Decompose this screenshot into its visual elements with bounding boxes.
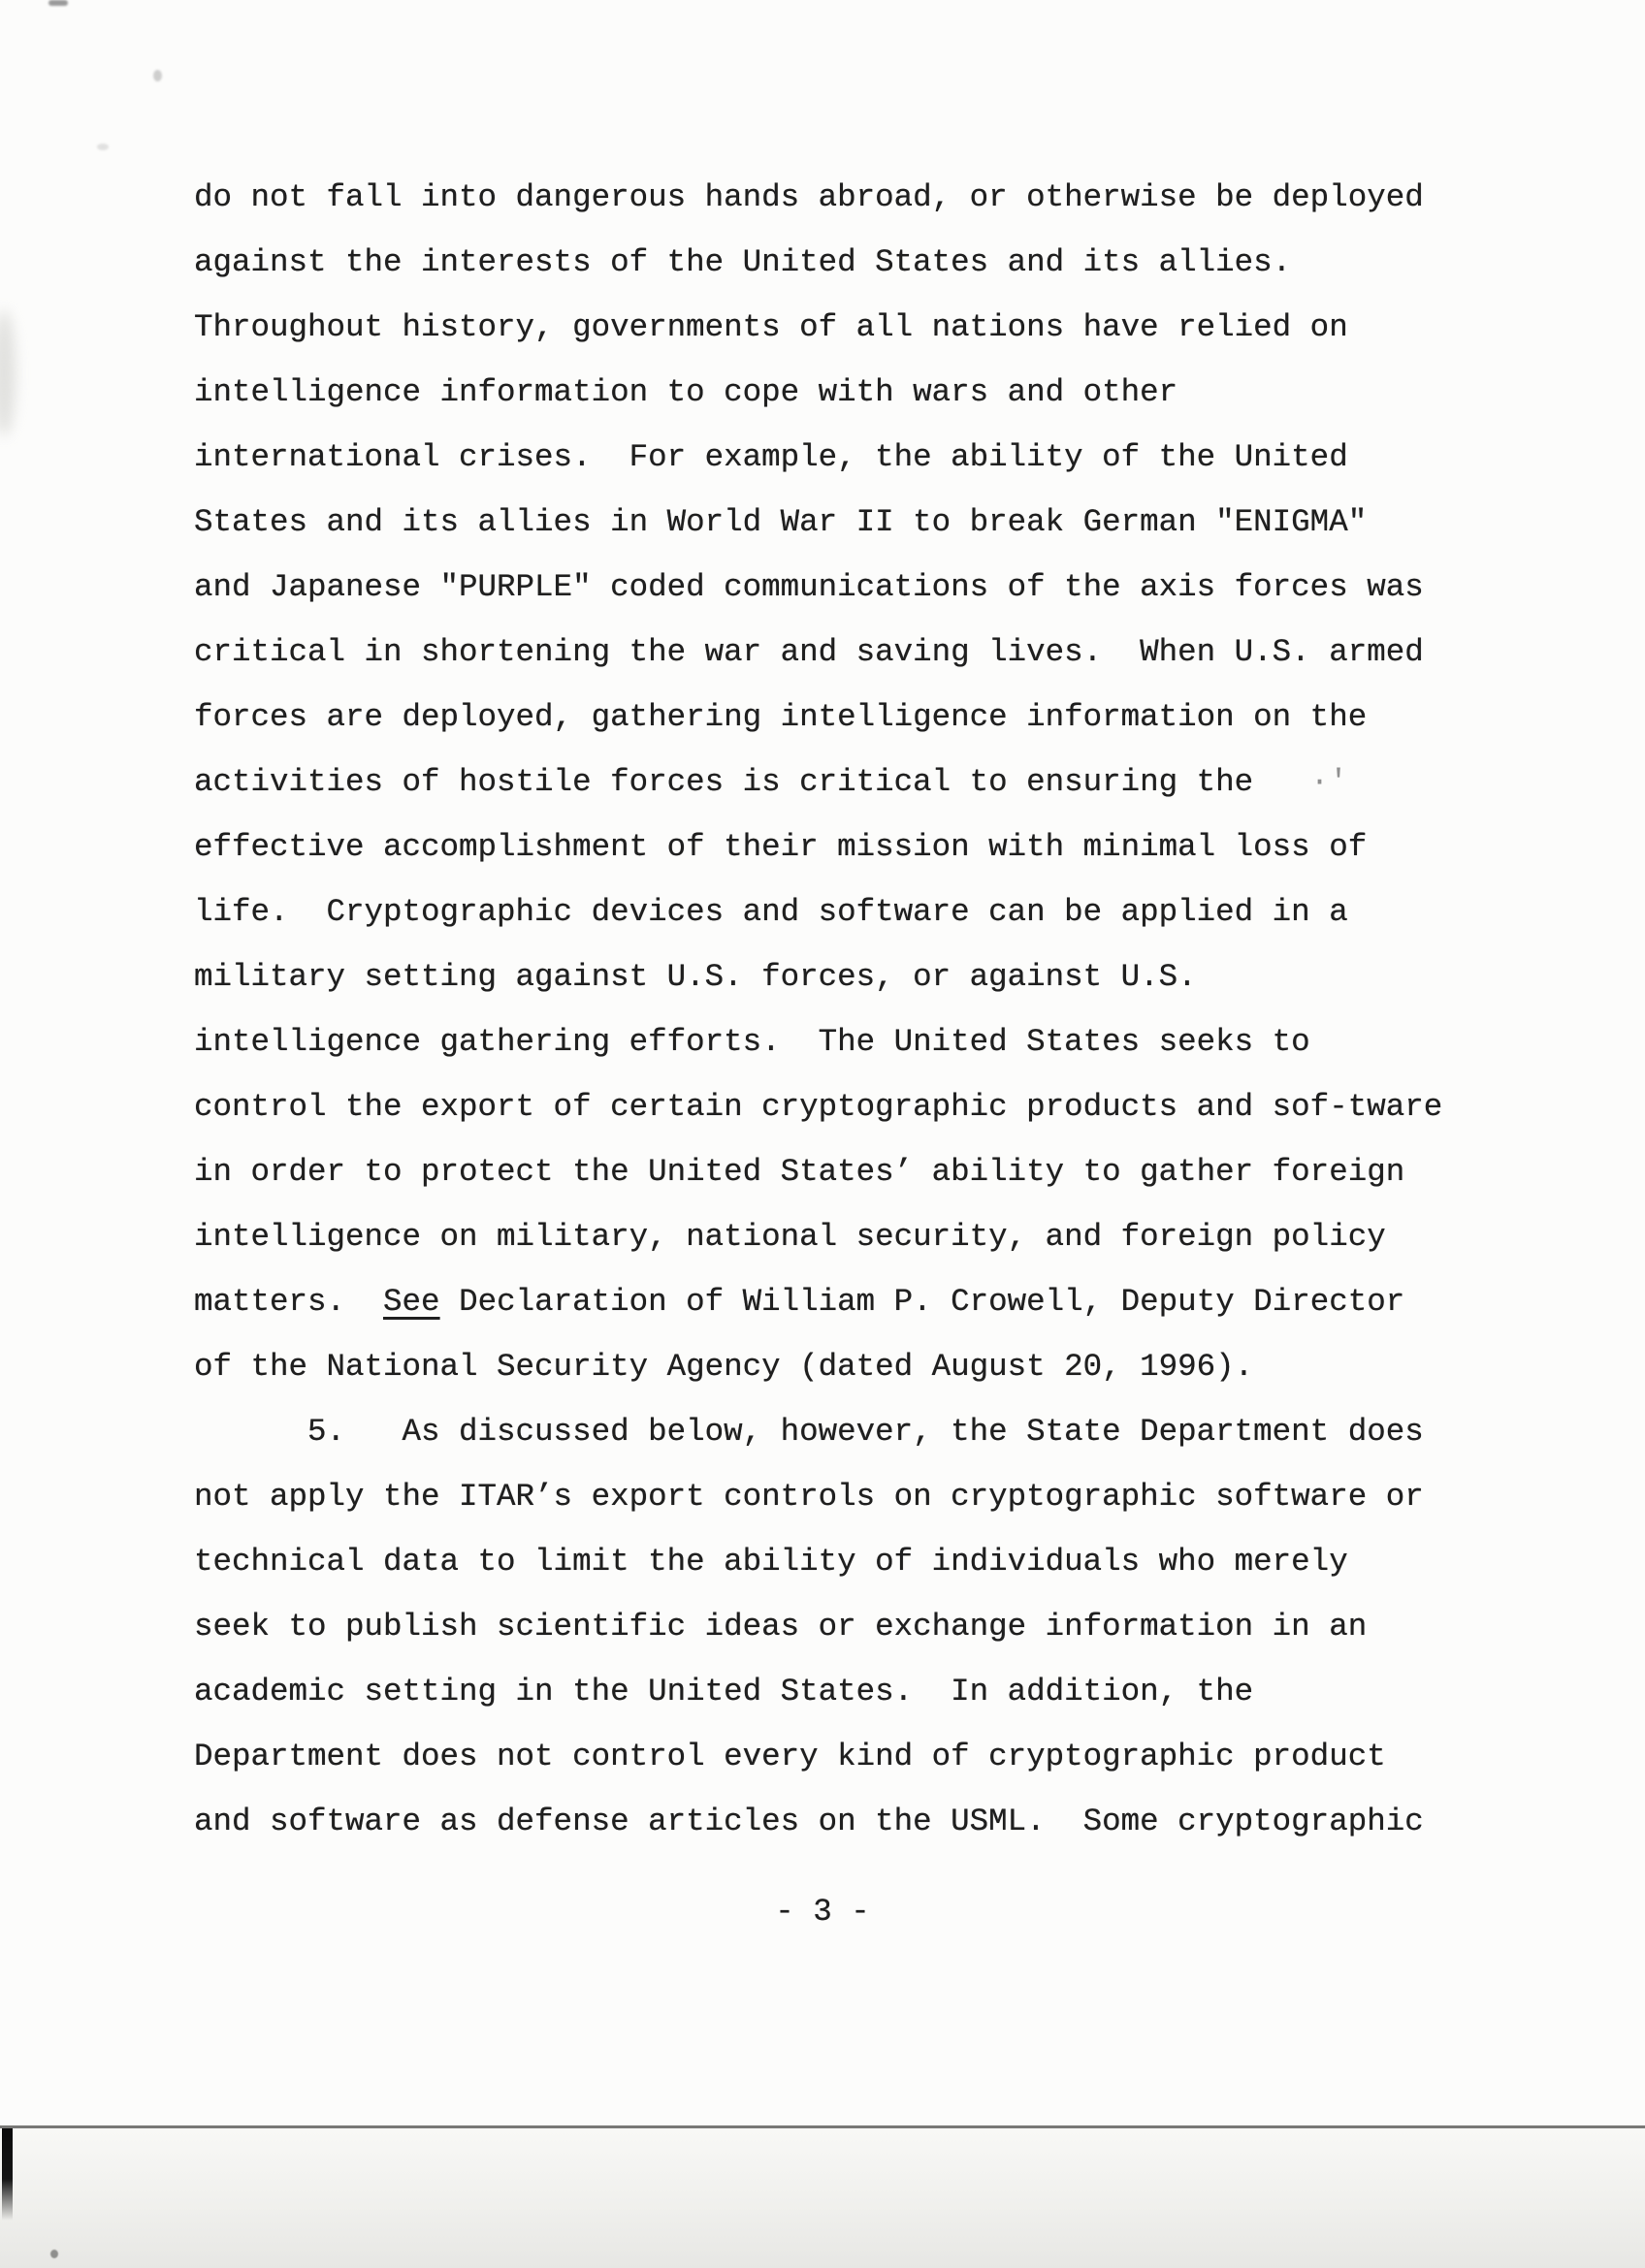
text-segment: technical data to limit the ability of individuals who merely: [194, 1544, 1348, 1580]
document-line: [194, 1139, 1442, 1204]
text-segment: in order to protect the United States’ ability to gather foreign: [194, 1154, 1405, 1190]
document-line: [194, 685, 1442, 750]
text-segment: life. Cryptographic devices and software can be applied in a: [194, 894, 1348, 930]
document-line: [194, 944, 1442, 1009]
scan-artifact-top-dash: [48, 0, 68, 6]
document-line: [194, 1204, 1442, 1269]
text-segment: international crises. For example, the ability of the United: [194, 439, 1348, 475]
text-segment: matters.: [194, 1284, 384, 1320]
text-segment: intelligence gathering efforts. The United States seeks to: [194, 1024, 1310, 1060]
document-line: [194, 555, 1442, 620]
document-line: [194, 1334, 1442, 1399]
page-number: - 3 -: [775, 1894, 870, 1930]
document-line: [194, 1074, 1442, 1139]
scan-artifact-left-smudge: [0, 310, 16, 436]
text-segment: forces are deployed, gathering intelligence information on the: [194, 699, 1368, 735]
document-line: [194, 165, 1442, 230]
text-segment: States and its allies in World War II to break German "ENIGMA": [194, 504, 1368, 540]
text-segment: against the interests of the United States and its allies.: [194, 244, 1292, 280]
scan-artifact-speck: [50, 2250, 58, 2258]
document-line: [194, 295, 1442, 360]
document-line: [194, 425, 1442, 490]
scan-artifact-bottom-band: [0, 2128, 1645, 2268]
underlined-citation: See: [383, 1284, 440, 1320]
scan-artifact-speck: [153, 70, 162, 81]
document-line: [194, 360, 1442, 425]
document-line: [194, 620, 1442, 685]
document-lines: [194, 165, 1442, 1854]
document-line: [194, 750, 1442, 815]
text-segment: ·': [1253, 764, 1348, 800]
text-segment: do not fall into dangerous hands abroad, or otherwise be deployed: [194, 179, 1424, 215]
document-line: [194, 1659, 1442, 1724]
text-segment: Throughout history, governments of all nations have relied on: [194, 309, 1348, 345]
scan-artifact-black-sliver: [2, 2128, 13, 2220]
text-segment: not apply the ITAR’s export controls on cryptographic software or: [194, 1479, 1424, 1515]
scan-artifact-page-edge-line: [0, 2125, 1645, 2128]
document-line: [194, 1594, 1442, 1659]
document-line: [194, 1464, 1442, 1529]
text-segment: military setting against U.S. forces, or against U.S.: [194, 959, 1197, 995]
text-segment: intelligence information to cope with wars and other: [194, 374, 1178, 410]
scan-artifact-speck: [97, 144, 109, 150]
text-segment: effective accomplishment of their mission with minimal loss of: [194, 829, 1368, 865]
text-segment: intelligence on military, national security, and foreign policy: [194, 1219, 1386, 1255]
text-segment: and software as defense articles on the USML. Some cryptographic: [194, 1804, 1424, 1839]
text-segment: Department does not control every kind of cryptographic product: [194, 1739, 1386, 1774]
document-line: [194, 1399, 1442, 1464]
text-segment: Declaration of William P. Crowell, Deputy Director: [439, 1284, 1405, 1320]
text-segment: of the National Security Agency (dated August 20, 1996).: [194, 1349, 1254, 1385]
text-segment: and Japanese "PURPLE" coded communications of the axis forces was: [194, 569, 1424, 605]
document-line: [194, 1269, 1442, 1334]
text-segment: activities of hostile forces is critical to ensuring the: [194, 764, 1254, 800]
document-line: [194, 815, 1442, 879]
text-segment: control the export of certain cryptographic products and sof-tware: [194, 1089, 1443, 1125]
document-line: [194, 1009, 1442, 1074]
document-line: [194, 879, 1442, 944]
document-line: [194, 230, 1442, 295]
document-line: [194, 1789, 1442, 1854]
document-line: [194, 490, 1442, 555]
document-line: [194, 1724, 1442, 1789]
text-segment: academic setting in the United States. In addition, the: [194, 1674, 1254, 1709]
text-segment: 5. As discussed below, however, the State Department does: [194, 1414, 1424, 1450]
text-segment: critical in shortening the war and saving lives. When U.S. armed: [194, 634, 1424, 670]
text-segment: seek to publish scientific ideas or exchange information in an: [194, 1609, 1368, 1645]
document-line: [194, 1529, 1442, 1594]
